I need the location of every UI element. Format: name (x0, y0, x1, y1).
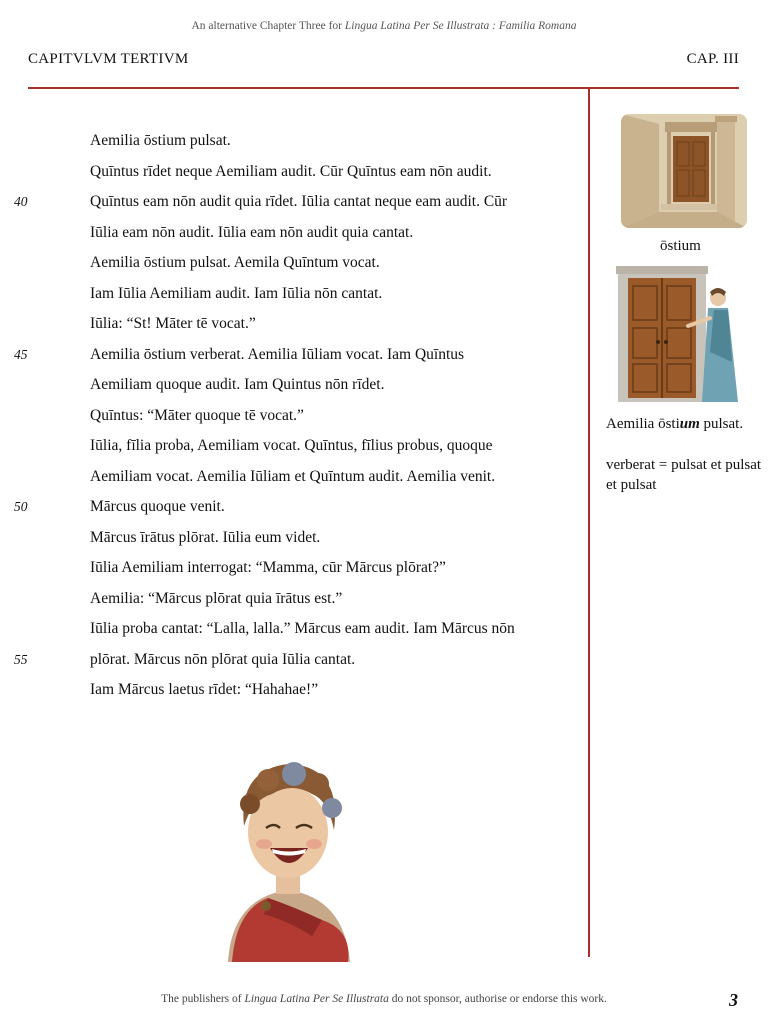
text-line-content: Quīntus: “Māter quoque tē vocat.” (90, 406, 304, 424)
verberat-gloss: verberat = pulsat et pulsat et pulsat (606, 457, 762, 493)
text-line-content: Quīntus eam nōn audit quia rīdet. Iūlia cantat neque eam audit. Cūr (90, 193, 508, 210)
ostium-caption: ōstium (660, 238, 701, 254)
text-line-content: Quīntus rīdet neque Aemiliam audit. Cūr Quīntus eam nōn audit. (90, 162, 492, 180)
text-line-content: Mārcus īrātus plōrat. Iūlia eum videt. (90, 528, 321, 546)
chapter-abbrev: CAP. III (686, 51, 739, 67)
text-line-content: Aemilia: “Mārcus plōrat quia īrātus est.” (90, 589, 343, 607)
text-line-content: Iam Iūlia Aemiliam audit. Iam Iūlia nōn cantat. (90, 284, 383, 302)
text-line (90, 462, 580, 493)
footer-note: The publishers of Lingua Latina Per Se Illustrata do not sponsor, authorise or endorse this work. (161, 993, 607, 1005)
text-line (90, 523, 580, 554)
chapter-title: CAPITVLVM TERTIVM (28, 51, 189, 67)
header-note: An alternative Chapter Three for Lingua Latina Per Se Illustrata : Familia Romana (191, 20, 577, 32)
text-line (14, 645, 580, 676)
text-line (90, 675, 580, 706)
text-line (90, 401, 580, 432)
text-line (14, 340, 580, 371)
line-number: 50 (14, 499, 28, 514)
text-line-content: Aemilia ōstium verberat. Aemilia Iūliam vocat. Iam Quīntus (90, 345, 465, 363)
text-line (90, 553, 580, 584)
text-line-content: Iūlia eam nōn audit. Iūlia eam nōn audit quia cantat. (90, 223, 414, 241)
text-line (90, 431, 580, 462)
aemilia-knocking-image (610, 262, 758, 410)
line-number: 40 (14, 194, 28, 209)
text-line (14, 492, 580, 523)
line-number: 45 (14, 346, 28, 362)
text-line-content: Aemiliam vocat. Aemilia Iūliam et Quīntum audit. Aemilia venit. (90, 467, 496, 485)
text-line-content: Iūlia proba cantat: “Lalla, lalla.” Mārcus eam audit. Iam Mārcus nōn (90, 620, 515, 637)
text-line-content: Iam Mārcus laetus rīdet: “Hahahae!” (90, 681, 319, 698)
margin-rule (588, 89, 590, 957)
text-line-content: Mārcus quoque venit. (90, 498, 225, 515)
text-line-content: Aemilia ōstium pulsat. (90, 132, 231, 149)
pulsat-caption: Aemilia ōstium pulsat. (606, 416, 744, 432)
text-line (90, 157, 580, 188)
header-rule (28, 87, 739, 89)
text-line-content: Iūlia, fīlia proba, Aemiliam vocat. Quīntus, fīlius probus, quoque (90, 437, 493, 454)
text-line-content: Iūlia: “St! Māter tē vocat.” (90, 315, 256, 332)
text-line-content: Aemiliam quoque audit. Iam Quintus nōn rīdet. (90, 376, 385, 393)
text-line-content: Aemilia ōstium pulsat. Aemila Quīntum vocat. (90, 254, 380, 271)
text-line-content: plōrat. Mārcus nōn plōrat quia Iūlia cantat. (90, 650, 356, 668)
text-line (90, 614, 580, 645)
laughing-boy-image (172, 730, 404, 962)
text-line (90, 248, 580, 279)
text-line (90, 370, 580, 401)
latin-text (14, 126, 580, 706)
text-line-content: Iūlia Aemiliam interrogat: “Mamma, cūr Mārcus plōrat?” (90, 559, 446, 576)
page-number: 3 (729, 990, 738, 1010)
text-line (90, 279, 580, 310)
text-line (90, 218, 580, 249)
text-line (14, 187, 580, 218)
text-line (90, 126, 580, 157)
ostium-image (621, 114, 747, 228)
line-number: 55 (14, 651, 28, 667)
text-line (90, 584, 580, 615)
text-line (90, 309, 580, 340)
